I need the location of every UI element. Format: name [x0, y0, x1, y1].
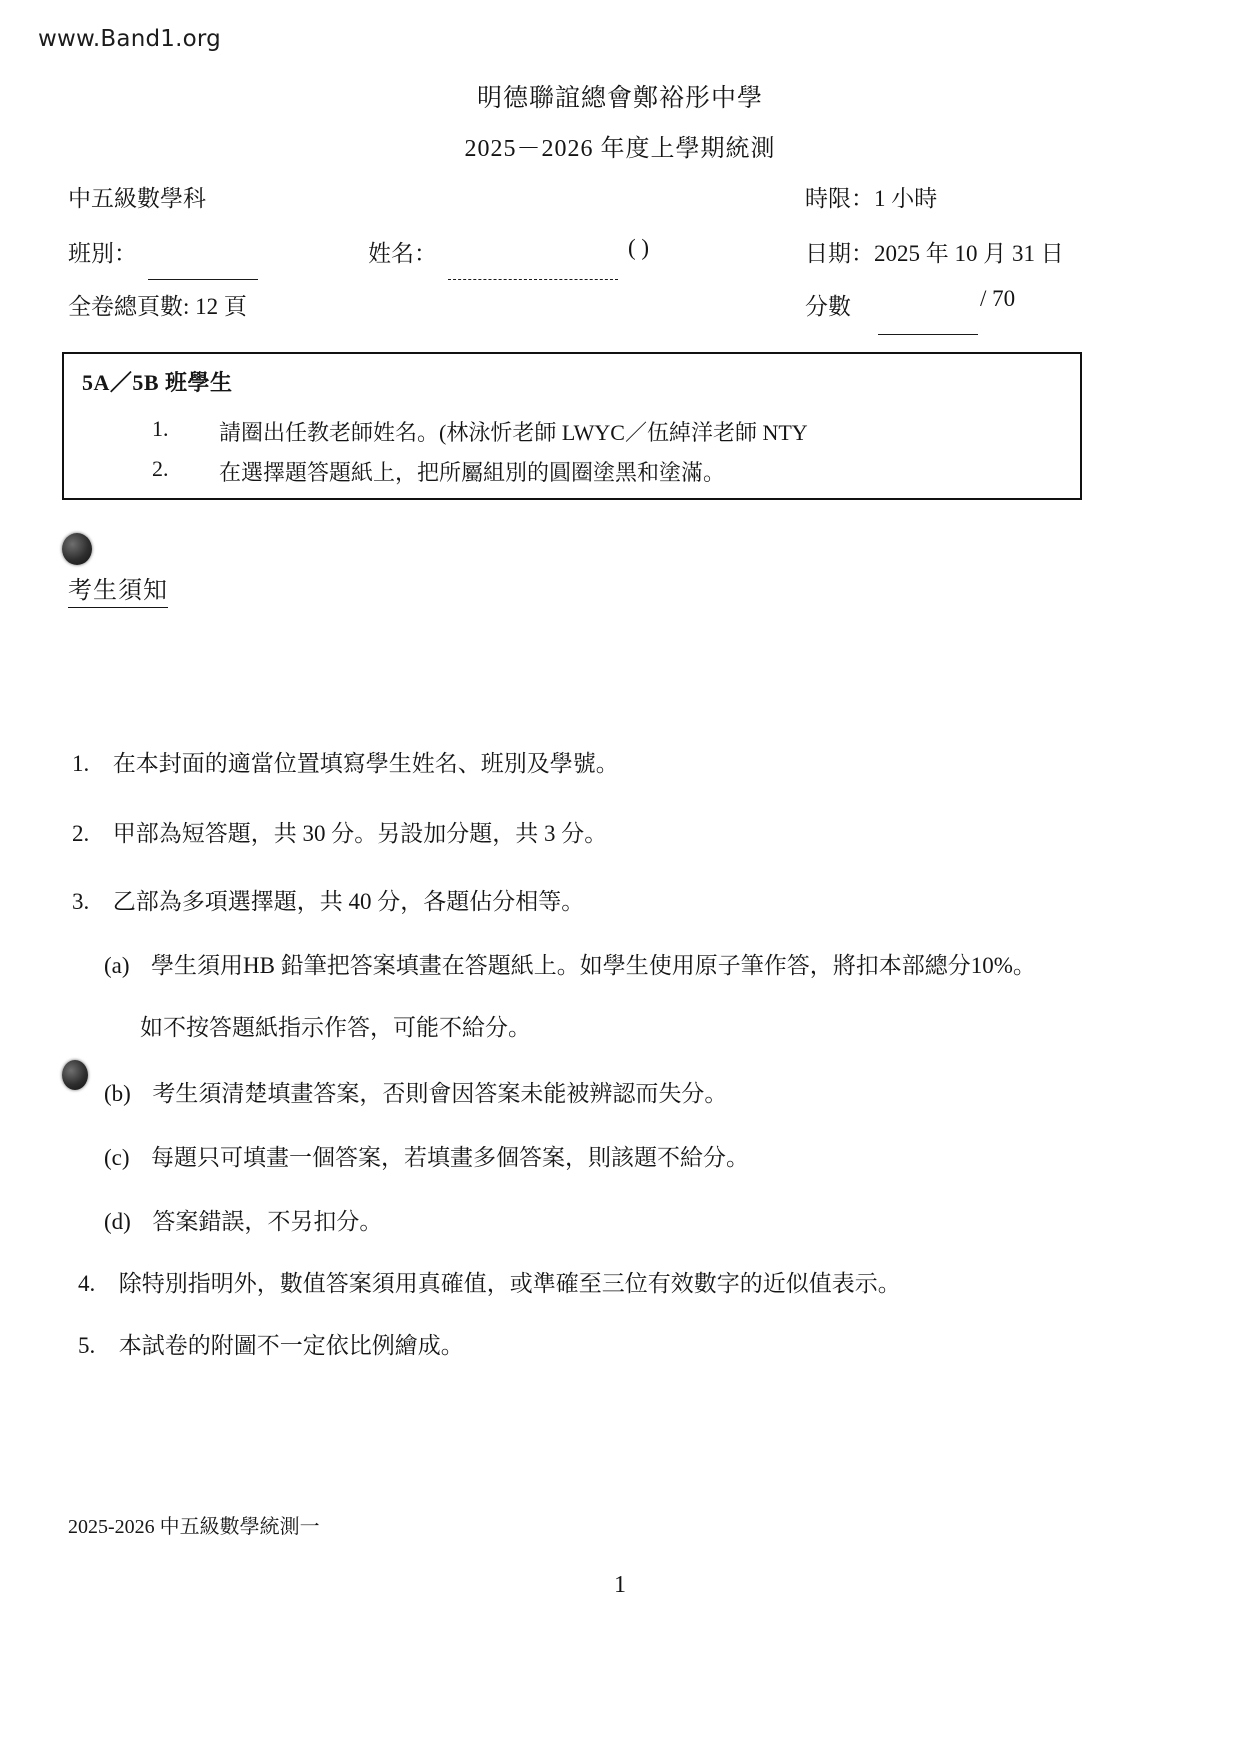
notice-item-number: 1.	[152, 416, 169, 441]
instruction-subitem	[104, 1206, 382, 1237]
instruction-label: 4.	[78, 1271, 96, 1296]
instruction-text: 在本封面的適當位置填寫學生姓名、班別及學號。	[112, 751, 619, 776]
info-row-pages-score	[0, 288, 1240, 336]
instruction-subitem	[104, 950, 1036, 981]
date-label: 日期：2025 年 10 月 31 日	[805, 241, 1064, 266]
name-label: 姓名：	[368, 241, 437, 266]
instruction-text: 甲部為短答題，共 30 分。另設加分題，共 3 分。	[112, 821, 608, 846]
time-limit-label: 時限：1 小時	[805, 186, 938, 211]
instruction-label: (d)	[104, 1209, 131, 1234]
scan-smudge-icon	[62, 533, 92, 565]
score-label: 分數	[805, 294, 851, 319]
instruction-item	[72, 818, 607, 849]
class-input-line[interactable]	[148, 259, 258, 280]
site-url-watermark: www.Band1.org	[38, 26, 221, 52]
exam-title: 2025－2026 年度上學期統測	[464, 136, 776, 162]
class-notice-box	[62, 352, 1082, 500]
info-row-identity	[0, 235, 1240, 283]
instruction-subitem	[104, 1142, 749, 1173]
scan-smudge-icon	[62, 1060, 88, 1090]
instruction-label: 1.	[72, 751, 90, 776]
instruction-item	[72, 748, 619, 779]
instruction-label: 2.	[72, 821, 90, 846]
instruction-item	[72, 886, 584, 917]
class-label: 班別：	[68, 241, 137, 266]
instruction-label: (a)	[104, 953, 130, 978]
instruction-subitem-continued	[140, 1012, 531, 1043]
instruction-item	[78, 1330, 464, 1361]
instruction-label: 3.	[72, 889, 90, 914]
page-number: 1	[614, 1572, 626, 1598]
notice-box-title: 5A／5B 班學生	[82, 370, 233, 395]
instruction-label: (b)	[104, 1081, 131, 1106]
instruction-label: 5.	[78, 1333, 96, 1358]
subject-label: 中五級數學科	[68, 186, 206, 211]
footer-doc-ref: 2025-2026 中五級數學統測一	[68, 1516, 320, 1538]
instruction-text: 學生須用HB 鉛筆把答案填畫在答題紙上。如學生使用原子筆作答，將扣本部總分10%。	[151, 953, 1036, 978]
notice-item-text: 在選擇題答題紙上，把所屬組別的圓圈塗黑和塗滿。	[219, 460, 726, 485]
instruction-text: 每題只可填畫一個答案，若填畫多個答案，則該題不給分。	[151, 1145, 750, 1170]
instruction-text: 考生須清楚填畫答案，否則會因答案未能被辨認而失分。	[152, 1081, 728, 1106]
notice-item-number: 2.	[152, 456, 169, 481]
notice-item-text: 請圈出任教老師姓名。(林泳忻老師 LWYC／伍綽洋老師 NTY	[219, 420, 808, 445]
instruction-text: 答案錯誤，不另扣分。	[152, 1209, 383, 1234]
instruction-text: 如不按答題紙指示作答，可能不給分。	[140, 1015, 531, 1040]
score-input-line[interactable]	[878, 314, 978, 335]
instruction-text: 本試卷的附圖不一定依比例繪成。	[118, 1333, 464, 1358]
instruction-item	[78, 1268, 901, 1299]
score-total-label: / 70	[980, 286, 1016, 311]
name-input-line[interactable]	[448, 259, 618, 280]
instruction-label: (c)	[104, 1145, 130, 1170]
instruction-text: 乙部為多項選擇題，共 40 分，各題佔分相等。	[112, 889, 585, 914]
info-row-subject	[0, 180, 1240, 228]
total-pages-label: 全卷總頁數: 12 頁	[68, 294, 247, 319]
instructions-title: 考生須知	[68, 570, 168, 608]
name-number-parens[interactable]: ( )	[628, 235, 650, 260]
instruction-text: 除特別指明外，數值答案須用真確值，或準確至三位有效數字的近似值表示。	[118, 1271, 901, 1296]
instruction-subitem	[104, 1078, 727, 1109]
school-name: 明德聯誼總會鄭裕彤中學	[476, 85, 763, 112]
